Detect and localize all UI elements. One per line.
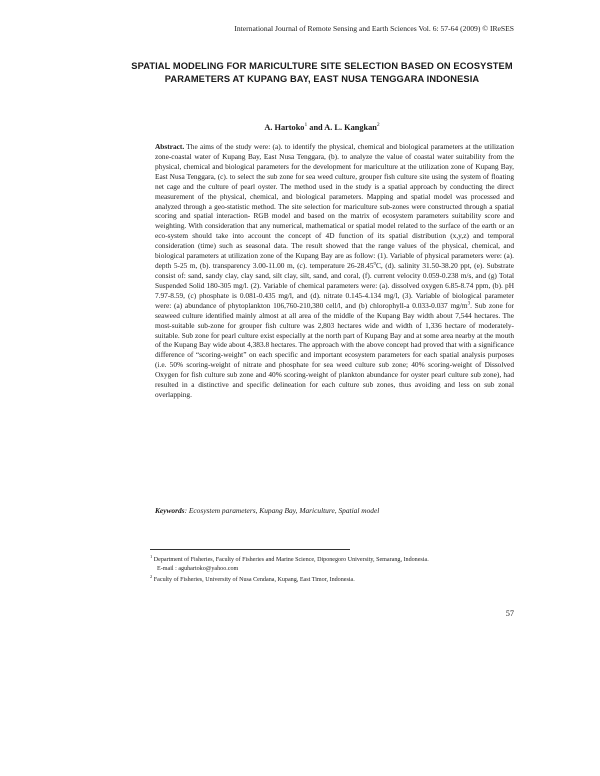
running-head: International Journal of Remote Sensing and Earth Sciences Vol. 6: 57-64 (2009) © IReSES [234, 24, 514, 33]
keywords [155, 506, 514, 515]
paper-title: SPATIAL MODELING FOR MARICULTURE SITE SELECTION BASED ON ECOSYSTEM PARAMETERS AT KUPANG BAY, EAST NUSA TENGGARA INDONESIA [131, 61, 513, 84]
author-1: A. Hartoko [264, 122, 305, 132]
abstract-text-part-2: C, (d). salinity 31.50-38.20 ppt, (e). Substrate consist of: sand, sandy clay, clay sand, silt clay, silt, sand, and coral, (f). current velocity 0.059-0.238 m/s, and (g) Total Suspended Solid 180-305 mg/l. (2). Variable of chemical parameters were: (a). dissolved oxygen 6.85-8.74 ppm, (b). pH 7.97-8.59, (c) phosphate is 0.081-0.435 mg/l, and (d). nitrate 0.145-4.134 mg/l, (3). Variable of biological parameter were: (a) abundance of phytoplankton 106,760-210,380 cell/l, and (b) chlorophyll-a 0.033-0.037 mg/m [155, 261, 514, 310]
footnote-2-text: Faculty of Fisheries, University of Nusa Cendana, Kupang, East Timor, Indonesia. [152, 577, 355, 584]
footnotes [150, 553, 514, 585]
authors [130, 122, 514, 132]
author-1-affiliation-mark: 1 [304, 122, 308, 128]
cube-mark: 3 [467, 301, 471, 307]
footnote-divider [150, 549, 350, 550]
footnote-2 [150, 573, 514, 585]
author-2: A. L. Kangkan [324, 122, 377, 132]
abstract-text-part-3: . Sub zone for seaweed culture identified mainly almost at all area of the middle of the Kupang Bay width about 7,544 hectares. The most-suitable sub-zone for grouper fish culture was 2,803 hectares wide and width of 1,336 hectare of moderately-suitable. Sub zone for pearl culture exist especially at the north part of Kupang Bay and at some area nearby at the mouth of the Kupang Bay wide about 4,383.8 hectares. The approach with the above concept had proved that with a significance difference of “scoring-weight” on each specific and important ecosystem parameters for each spatial analysis purposes (i.e. 50% scoring-weight of nitrate and phosphate for sea weed culture sub zone; 40% scoring-weight of Dissolved Oxygen for fish culture sub zone and 40% scoring-weight of plankton abundance for oyster pearl culture sub zone), had resulted in a distinctive and specific delineation for each culture sub zones, thus avoiding and less on sub zonal overlapping. [155, 300, 514, 400]
footnote-2-mark: 2 [150, 574, 153, 580]
author-2-affiliation-mark: 2 [376, 122, 380, 128]
footnote-1-mark: 1 [150, 554, 153, 559]
author-separator: and [307, 122, 325, 132]
abstract-label: Abstract. [155, 142, 185, 151]
abstract [155, 142, 514, 400]
keywords-text: : Ecosystem parameters, Kupang Bay, Mariculture, Spatial model [184, 506, 380, 515]
footnote-1-email: E-mail : aguhartoko@yahoo.com [157, 565, 239, 572]
page-number: 57 [505, 609, 514, 618]
abstract-text-part-1: The aims of the study were: (a). to identify the physical, chemical and biological parameters at the utilization zone-coastal water of Kupang Bay, East Nusa Tenggara, (b). to analyze the value of coastal water suitability from the physical, chemical and biological parameters for the development for mariculture at the utilization zone of Kupang Bay, East Nusa Tenggara, (c). to select the sub zone for sea weed culture, grouper fish culture site using the system of floating net cage and the culture of pearl oyster. The method used in the study is a spatial approach by conducting the direct measurement of the physical, chemical, and biological parameters. Mapping and spatial model was processed and analyzed through a geo-statistic method. The site selection for mariculture sub-zones were constructed through a spatial scoring and spatial interaction- RGB model and based on the matrix of ecosystem parameters suitability score and weighting. With consideration that any numerical, mathematical or spatial model related to the surface of the earth or an eco-system should take into account the concept of 4D function of its spatial distribution (x,y,z) and temporal consideration (time) such as seasonal data. The result showed that the range values of the physical, chemical, and biological parameters at utilization zone of the Kupang Bay are as follow: (1). Variable of physical parameters were: (a). depth 5-25 m, (b). transparency 3.00-11.00 m, (c). temperature 26-28.45 [155, 142, 514, 271]
footnote-1 [150, 553, 514, 565]
keywords-label: Keywords [155, 506, 185, 515]
footnote-1-text: Department of Fisheries, Faculty of Fisheries and Marine Science, Diponegoro University, Semarang, Indonesia. [152, 557, 429, 564]
degree-mark: o [373, 261, 376, 267]
